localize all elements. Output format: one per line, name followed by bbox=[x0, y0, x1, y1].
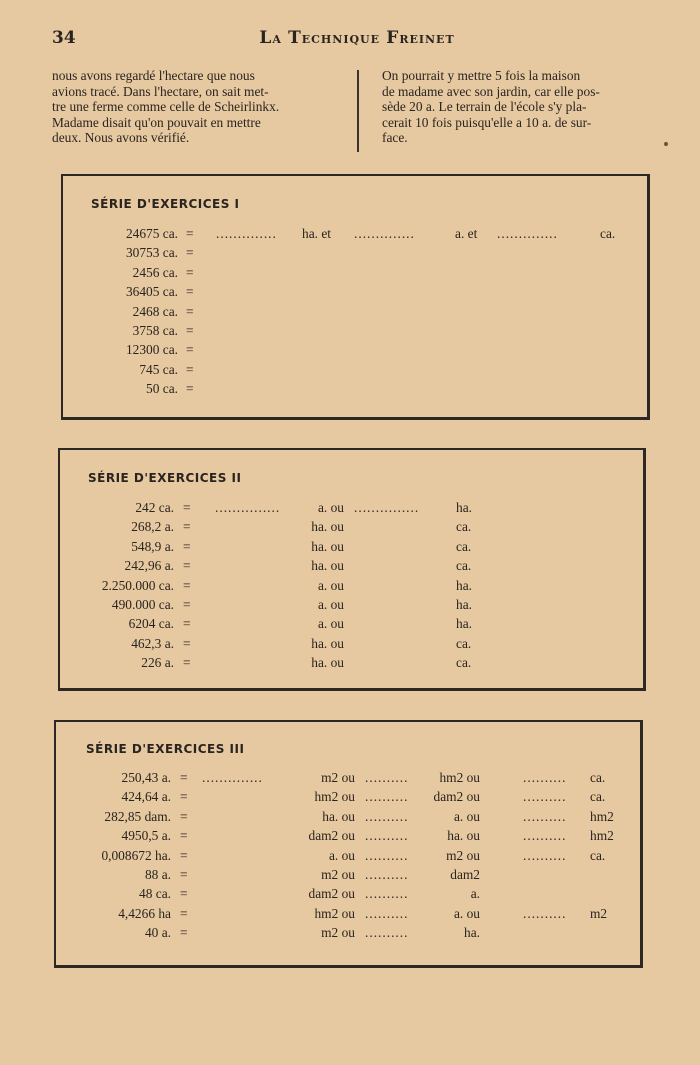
unit-label: a. et bbox=[455, 226, 478, 241]
unit-label: m2 ou bbox=[321, 925, 355, 941]
running-title: La Technique Freinet bbox=[259, 28, 455, 48]
intro-right-line: cerait 10 fois puisqu'elle a 10 a. de sur- bbox=[382, 114, 592, 130]
exercise-row bbox=[0, 245, 700, 264]
unit-label: ca. bbox=[456, 558, 472, 574]
unit-label: a. ou bbox=[453, 808, 480, 824]
intro-right-line: sède 20 a. Le terrain de l'école s'y pla- bbox=[382, 99, 587, 114]
exercise-row bbox=[0, 789, 700, 808]
serie-3-title: SÉRIE D'EXERCICES III bbox=[86, 742, 245, 756]
unit-label: ca. bbox=[456, 519, 472, 535]
answer-dots: .......... bbox=[523, 828, 567, 844]
unit-label: hm2 ou bbox=[439, 770, 480, 785]
quantity: 2.250.000 ca. bbox=[101, 577, 174, 593]
unit-label: ha. bbox=[464, 925, 480, 941]
equals-sign: = bbox=[186, 245, 194, 261]
quantity: 745 ca. bbox=[139, 361, 178, 377]
intro-left-line: deux. Nous avons vérifié. bbox=[52, 130, 190, 145]
exercise-row bbox=[0, 539, 700, 558]
unit-label: ca. bbox=[456, 635, 472, 651]
answer-dots: .......... bbox=[523, 770, 567, 785]
equals-sign: = bbox=[180, 886, 188, 902]
equals-sign: = bbox=[180, 867, 188, 882]
equals-sign: = bbox=[186, 361, 194, 377]
unit-label: ha. ou bbox=[311, 655, 344, 671]
exercise-row bbox=[0, 226, 700, 245]
quantity: 48 ca. bbox=[139, 886, 171, 902]
exercise-row bbox=[0, 867, 700, 886]
exercise-row bbox=[0, 886, 700, 905]
unit-label: dam2 ou bbox=[433, 789, 480, 805]
quantity: 490.000 ca. bbox=[111, 597, 174, 612]
quantity: 4950,5 a. bbox=[121, 828, 171, 844]
equals-sign: = bbox=[186, 264, 194, 280]
quantity: 30753 ca. bbox=[125, 245, 178, 261]
answer-dots: .......... bbox=[523, 808, 567, 824]
quantity: 282,85 dam. bbox=[104, 808, 171, 824]
quantity: 268,2 a. bbox=[131, 519, 174, 535]
exercise-row bbox=[0, 304, 700, 323]
quantity: 6204 ca. bbox=[128, 616, 174, 632]
answer-dots: ............... bbox=[215, 500, 281, 515]
unit-label: dam2 ou bbox=[308, 886, 355, 902]
answer-dots: .......... bbox=[365, 847, 409, 863]
unit-label: ha. ou bbox=[311, 519, 344, 535]
unit-label: m2 ou bbox=[446, 847, 480, 863]
unit-label: dam2 bbox=[450, 867, 480, 882]
equals-sign: = bbox=[183, 558, 191, 574]
unit-label: ca. bbox=[590, 847, 606, 863]
unit-label: ha. ou bbox=[322, 808, 355, 824]
quantity: 3758 ca. bbox=[132, 323, 178, 338]
exercise-row bbox=[0, 362, 700, 381]
intro-right-line: face. bbox=[382, 130, 408, 145]
intro-right-line: On pourrait y mettre 5 fois la maison bbox=[382, 68, 581, 83]
unit-label: ha. ou bbox=[311, 635, 344, 651]
exercise-row bbox=[0, 342, 700, 361]
quantity: 50 ca. bbox=[146, 381, 178, 397]
intro-left-line: avions tracé. Dans l'hectare, on sait met- bbox=[52, 83, 269, 99]
answer-dots: .......... bbox=[523, 905, 567, 921]
quantity: 88 a. bbox=[144, 867, 171, 882]
exercise-row bbox=[0, 925, 700, 944]
answer-dots: .............. bbox=[497, 226, 558, 241]
equals-sign: = bbox=[183, 538, 191, 554]
equals-sign: = bbox=[183, 616, 191, 632]
unit-label: a. ou bbox=[317, 500, 344, 515]
answer-dots: .......... bbox=[365, 789, 409, 805]
unit-label: a. bbox=[470, 886, 480, 902]
quantity: 40 a. bbox=[144, 925, 171, 941]
quantity: 4,4266 ha bbox=[118, 905, 171, 921]
quantity: 226 a. bbox=[141, 655, 174, 671]
equals-sign: = bbox=[186, 381, 194, 397]
unit-label: ha. bbox=[456, 577, 472, 593]
quantity: 462,3 a. bbox=[131, 635, 174, 651]
equals-sign: = bbox=[186, 323, 194, 338]
unit-label: dam2 ou bbox=[308, 828, 355, 844]
equals-sign: = bbox=[183, 577, 191, 593]
quantity: 0,008672 ha. bbox=[101, 847, 171, 863]
answer-dots: .......... bbox=[365, 770, 409, 785]
exercise-row bbox=[0, 519, 700, 538]
unit-label: a. ou bbox=[317, 597, 344, 612]
quantity: 36405 ca. bbox=[125, 284, 178, 300]
exercise-row bbox=[0, 500, 700, 519]
unit-label: ha. ou bbox=[447, 828, 480, 844]
quantity: 424,64 a. bbox=[121, 789, 171, 805]
unit-label: ca. bbox=[456, 655, 472, 671]
intro-left-column bbox=[52, 68, 350, 146]
unit-label: ha. ou bbox=[311, 538, 344, 554]
answer-dots: .......... bbox=[365, 828, 409, 844]
exercise-row bbox=[0, 906, 700, 925]
equals-sign: = bbox=[180, 828, 188, 844]
unit-label: ca. bbox=[456, 538, 472, 554]
unit-label: a. ou bbox=[328, 847, 355, 863]
unit-label: ha. bbox=[456, 500, 472, 515]
unit-label: a. ou bbox=[453, 905, 480, 921]
equals-sign: = bbox=[180, 905, 188, 921]
intro-left-line: tre une ferme comme celle de Scheirlinkx. bbox=[52, 99, 280, 114]
equals-sign: = bbox=[180, 847, 188, 863]
unit-label: m2 ou bbox=[321, 770, 355, 785]
equals-sign: = bbox=[183, 519, 191, 535]
exercise-row bbox=[0, 265, 700, 284]
answer-dots: .............. bbox=[202, 770, 263, 785]
answer-dots: ............... bbox=[354, 500, 420, 515]
exercise-row bbox=[0, 809, 700, 828]
exercise-row bbox=[0, 770, 700, 789]
unit-label: a. ou bbox=[317, 616, 344, 632]
exercise-row bbox=[0, 284, 700, 303]
column-divider bbox=[357, 70, 359, 152]
unit-label: hm2 ou bbox=[314, 905, 355, 921]
exercise-row bbox=[0, 558, 700, 577]
equals-sign: = bbox=[180, 808, 188, 824]
unit-label: ca. bbox=[590, 789, 606, 805]
equals-sign: = bbox=[186, 284, 194, 300]
exercise-row bbox=[0, 828, 700, 847]
equals-sign: = bbox=[183, 500, 191, 515]
page-header bbox=[0, 28, 700, 52]
answer-dots: .......... bbox=[365, 925, 409, 941]
exercise-row bbox=[0, 655, 700, 674]
exercise-row bbox=[0, 597, 700, 616]
exercise-row bbox=[0, 616, 700, 635]
equals-sign: = bbox=[186, 226, 194, 241]
quantity: 2456 ca. bbox=[132, 264, 178, 280]
intro-left-line: Madame disait qu'on pouvait en mettre bbox=[52, 114, 261, 130]
quantity: 548,9 a. bbox=[131, 538, 174, 554]
quantity: 24675 ca. bbox=[125, 226, 178, 241]
unit-label: hm2 ou bbox=[314, 789, 355, 805]
unit-label: hm2 bbox=[590, 808, 614, 824]
exercise-row bbox=[0, 636, 700, 655]
answer-dots: .......... bbox=[365, 808, 409, 824]
quantity: 242,96 a. bbox=[124, 558, 174, 574]
exercise-row bbox=[0, 323, 700, 342]
serie-2-title: SÉRIE D'EXERCICES II bbox=[88, 471, 242, 485]
equals-sign: = bbox=[180, 925, 188, 941]
answer-dots: .......... bbox=[365, 867, 409, 882]
unit-label: ca. bbox=[590, 770, 606, 785]
intro-left-line: nous avons regardé l'hectare que nous bbox=[52, 68, 255, 83]
exercise-row bbox=[0, 381, 700, 400]
answer-dots: .............. bbox=[216, 226, 277, 241]
equals-sign: = bbox=[186, 342, 194, 358]
unit-label: m2 bbox=[590, 905, 608, 921]
unit-label: a. ou bbox=[317, 577, 344, 593]
quantity: 250,43 a. bbox=[121, 770, 171, 785]
unit-label: m2 ou bbox=[321, 867, 355, 882]
unit-label: ca. bbox=[600, 226, 616, 241]
unit-label: ha. ou bbox=[311, 558, 344, 574]
answer-dots: .............. bbox=[354, 226, 415, 241]
unit-label: ha. bbox=[456, 616, 472, 632]
answer-dots: .......... bbox=[365, 886, 409, 902]
intro-right-column bbox=[382, 68, 668, 146]
quantity: 2468 ca. bbox=[132, 303, 178, 319]
intro-right-line: de madame avec son jardin, car elle pos- bbox=[382, 83, 600, 99]
equals-sign: = bbox=[180, 789, 188, 805]
exercise-row bbox=[0, 848, 700, 867]
serie-1-title: SÉRIE D'EXERCICES I bbox=[91, 197, 240, 211]
quantity: 12300 ca. bbox=[125, 342, 178, 358]
equals-sign: = bbox=[183, 597, 191, 612]
ink-speck bbox=[664, 142, 668, 146]
equals-sign: = bbox=[180, 770, 188, 785]
unit-label: ha. et bbox=[302, 226, 331, 241]
page-number: 34 bbox=[52, 28, 76, 48]
equals-sign: = bbox=[183, 655, 191, 671]
answer-dots: .......... bbox=[523, 847, 567, 863]
answer-dots: .......... bbox=[365, 905, 409, 921]
answer-dots: .......... bbox=[523, 789, 567, 805]
quantity: 242 ca. bbox=[135, 500, 174, 515]
equals-sign: = bbox=[186, 303, 194, 319]
exercise-row bbox=[0, 578, 700, 597]
equals-sign: = bbox=[183, 635, 191, 651]
unit-label: hm2 bbox=[590, 828, 614, 844]
unit-label: ha. bbox=[456, 597, 472, 612]
